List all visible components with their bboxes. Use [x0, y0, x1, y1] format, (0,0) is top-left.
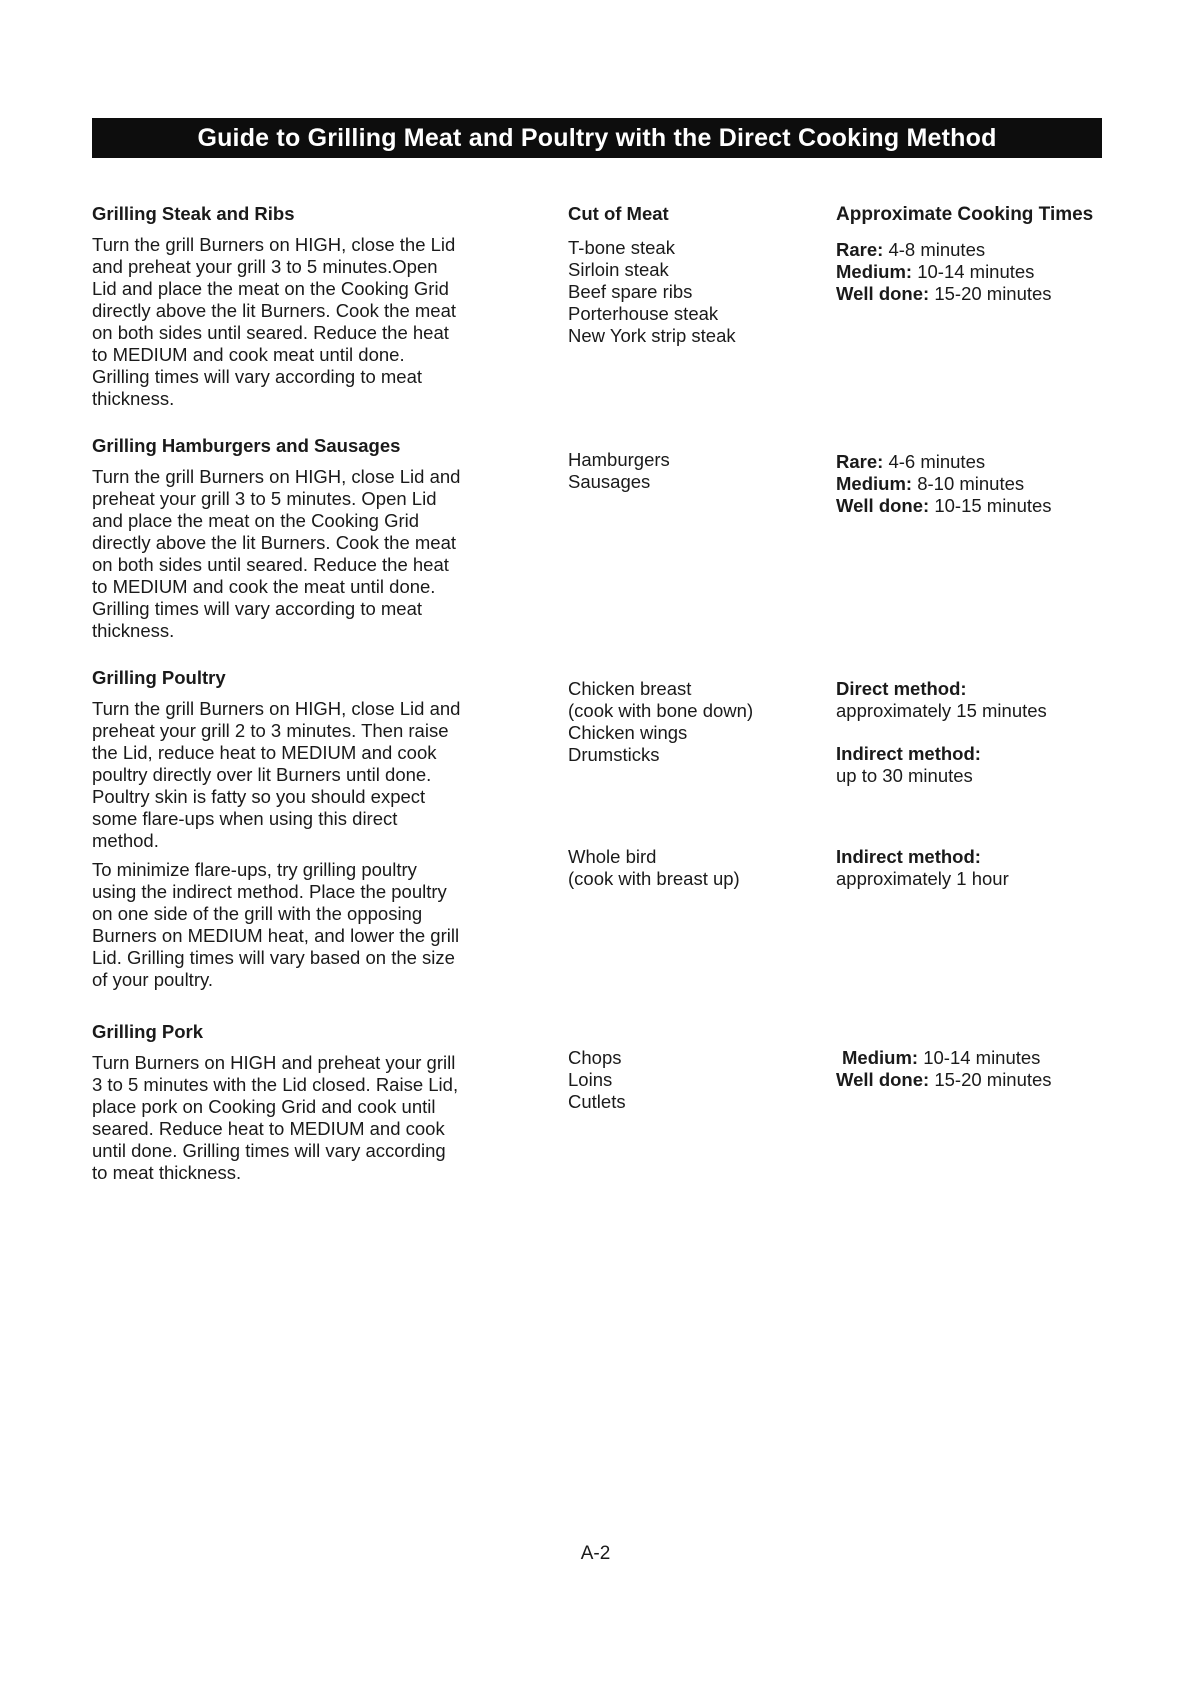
- time-row: [836, 473, 1186, 495]
- text-line: on one side of the grill with the opposing: [92, 903, 423, 924]
- time-label: Well done:: [836, 1069, 930, 1090]
- text-line: seared. Reduce heat to MEDIUM and cook: [92, 1118, 445, 1139]
- pork-times: [836, 1047, 1191, 1091]
- text-line: on both sides until seared. Reduce the heat: [92, 554, 449, 575]
- indirect-method-value: approximately 1 hour: [836, 868, 1009, 889]
- cut-item: Sirloin steak: [568, 259, 669, 280]
- text-line: thickness.: [92, 620, 175, 641]
- time-value: 4-6 minutes: [883, 451, 986, 472]
- steak-section: [92, 203, 512, 410]
- pork-section: [92, 1021, 512, 1184]
- text-line: Grilling times will vary according to meat: [92, 598, 423, 619]
- cut-item: Drumsticks: [568, 744, 660, 765]
- text-line: the Lid, reduce heat to MEDIUM and cook: [92, 742, 437, 763]
- cut-item: (cook with breast up): [568, 868, 740, 889]
- poultry-times: [836, 678, 1186, 787]
- text-line: Lid and place the meat on the Cooking Grid: [92, 278, 449, 299]
- steak-heading: Grilling Steak and Ribs: [92, 203, 295, 224]
- indirect-method-label: Indirect method:: [836, 743, 981, 764]
- hamburgers-section: [92, 435, 512, 642]
- text-line: directly above the lit Burners. Cook the meat: [92, 532, 457, 553]
- cut-item: Hamburgers: [568, 449, 670, 470]
- direct-method-value: approximately 15 minutes: [836, 700, 1047, 721]
- cut-item: T-bone steak: [568, 237, 675, 258]
- cut-item: Chicken wings: [568, 722, 688, 743]
- text-line: Lid. Grilling times will vary based on the size: [92, 947, 455, 968]
- text-line: preheat your grill 2 to 3 minutes. Then raise: [92, 720, 449, 741]
- time-value: 4-8 minutes: [883, 239, 986, 260]
- cut-item: Chicken breast: [568, 678, 692, 699]
- text-line: place pork on Cooking Grid and cook until: [92, 1096, 436, 1117]
- time-label: Well done:: [836, 283, 930, 304]
- time-label: Medium:: [842, 1047, 919, 1068]
- time-label: Rare:: [836, 451, 884, 472]
- pork-description: [92, 1052, 512, 1184]
- poultry-cuts: [568, 678, 808, 766]
- whole-bird-cuts: [568, 846, 808, 890]
- pork-heading: Grilling Pork: [92, 1021, 204, 1042]
- hamburgers-description: [92, 466, 512, 642]
- text-line: some flare-ups when using this direct: [92, 808, 398, 829]
- page-title-banner: [92, 118, 1102, 158]
- time-value: 8-10 minutes: [912, 473, 1025, 494]
- time-label: Well done:: [836, 495, 930, 516]
- cut-item: Whole bird: [568, 846, 657, 867]
- time-row: [836, 1069, 1191, 1091]
- time-value: 15-20 minutes: [929, 283, 1052, 304]
- cut-item: Porterhouse steak: [568, 303, 719, 324]
- cooking-times-header: Approximate Cooking Times: [836, 204, 1094, 225]
- text-line: to meat thickness.: [92, 1162, 242, 1183]
- time-label: Medium:: [836, 261, 913, 282]
- pork-cuts: [568, 1047, 808, 1113]
- cut-item: Loins: [568, 1069, 613, 1090]
- text-line: directly above the lit Burners. Cook the meat: [92, 300, 457, 321]
- time-row: [842, 1047, 1191, 1069]
- text-line: Turn the grill Burners on HIGH, close Lid and: [92, 698, 461, 719]
- text-line: on both sides until seared. Reduce the heat: [92, 322, 449, 343]
- text-line: and preheat your grill 3 to 5 minutes.Open: [92, 256, 438, 277]
- direct-method-label: Direct method:: [836, 678, 967, 699]
- time-row: [836, 261, 1186, 283]
- indirect-method-label: Indirect method:: [836, 846, 981, 867]
- text-line: using the indirect method. Place the poultry: [92, 881, 447, 902]
- text-line: Poultry skin is fatty so you should expect: [92, 786, 426, 807]
- time-row: [836, 495, 1186, 517]
- time-value: 10-15 minutes: [929, 495, 1052, 516]
- text-line: and place the meat on the Cooking Grid: [92, 510, 420, 531]
- time-value: 10-14 minutes: [912, 261, 1035, 282]
- cut-of-meat-header: Cut of Meat: [568, 203, 669, 224]
- time-label: Medium:: [836, 473, 913, 494]
- text-line: of your poultry.: [92, 969, 213, 990]
- cut-item: Beef spare ribs: [568, 281, 693, 302]
- steak-cuts: [568, 237, 808, 347]
- time-row: [836, 239, 1186, 261]
- text-line: Grilling times will vary according to meat: [92, 366, 423, 387]
- steak-description: [92, 234, 512, 410]
- text-line: preheat your grill 3 to 5 minutes. Open Lid: [92, 488, 437, 509]
- text-line: 3 to 5 minutes with the Lid closed. Raise Lid,: [92, 1074, 459, 1095]
- time-row: [836, 451, 1186, 473]
- poultry-description: [92, 698, 512, 852]
- hamburgers-times: [836, 451, 1186, 517]
- poultry-section: [92, 667, 512, 991]
- text-line: To minimize flare-ups, try grilling poultry: [92, 859, 417, 880]
- time-label: Rare:: [836, 239, 884, 260]
- text-line: Burners on MEDIUM heat, and lower the grill: [92, 925, 460, 946]
- cut-item: Cutlets: [568, 1091, 626, 1112]
- time-row: [836, 283, 1186, 305]
- poultry-heading: Grilling Poultry: [92, 667, 226, 688]
- text-line: poultry directly over lit Burners until done.: [92, 764, 432, 785]
- hamburgers-heading: Grilling Hamburgers and Sausages: [92, 435, 401, 456]
- time-value: 15-20 minutes: [929, 1069, 1052, 1090]
- cut-item: Chops: [568, 1047, 622, 1068]
- text-line: to MEDIUM and cook the meat until done.: [92, 576, 436, 597]
- steak-times: [836, 239, 1186, 305]
- text-line: Turn Burners on HIGH and preheat your grill: [92, 1052, 456, 1073]
- whole-bird-times: [836, 846, 1186, 890]
- page-title: Guide to Grilling Meat and Poultry with the Direct Cooking Method: [197, 124, 997, 152]
- cut-item: Sausages: [568, 471, 651, 492]
- page-number: A-2: [580, 1543, 611, 1564]
- poultry-indirect-description: [92, 859, 512, 991]
- text-line: thickness.: [92, 388, 175, 409]
- time-value: 10-14 minutes: [918, 1047, 1041, 1068]
- text-line: until done. Grilling times will vary according: [92, 1140, 446, 1161]
- indirect-method-value: up to 30 minutes: [836, 765, 973, 786]
- text-line: Turn the grill Burners on HIGH, close the Lid: [92, 234, 456, 255]
- cut-item: New York strip steak: [568, 325, 736, 346]
- text-line: method.: [92, 830, 159, 851]
- hamburgers-cuts: [568, 449, 808, 493]
- text-line: Turn the grill Burners on HIGH, close Lid and: [92, 466, 461, 487]
- cut-item: (cook with bone down): [568, 700, 754, 721]
- text-line: to MEDIUM and cook meat until done.: [92, 344, 405, 365]
